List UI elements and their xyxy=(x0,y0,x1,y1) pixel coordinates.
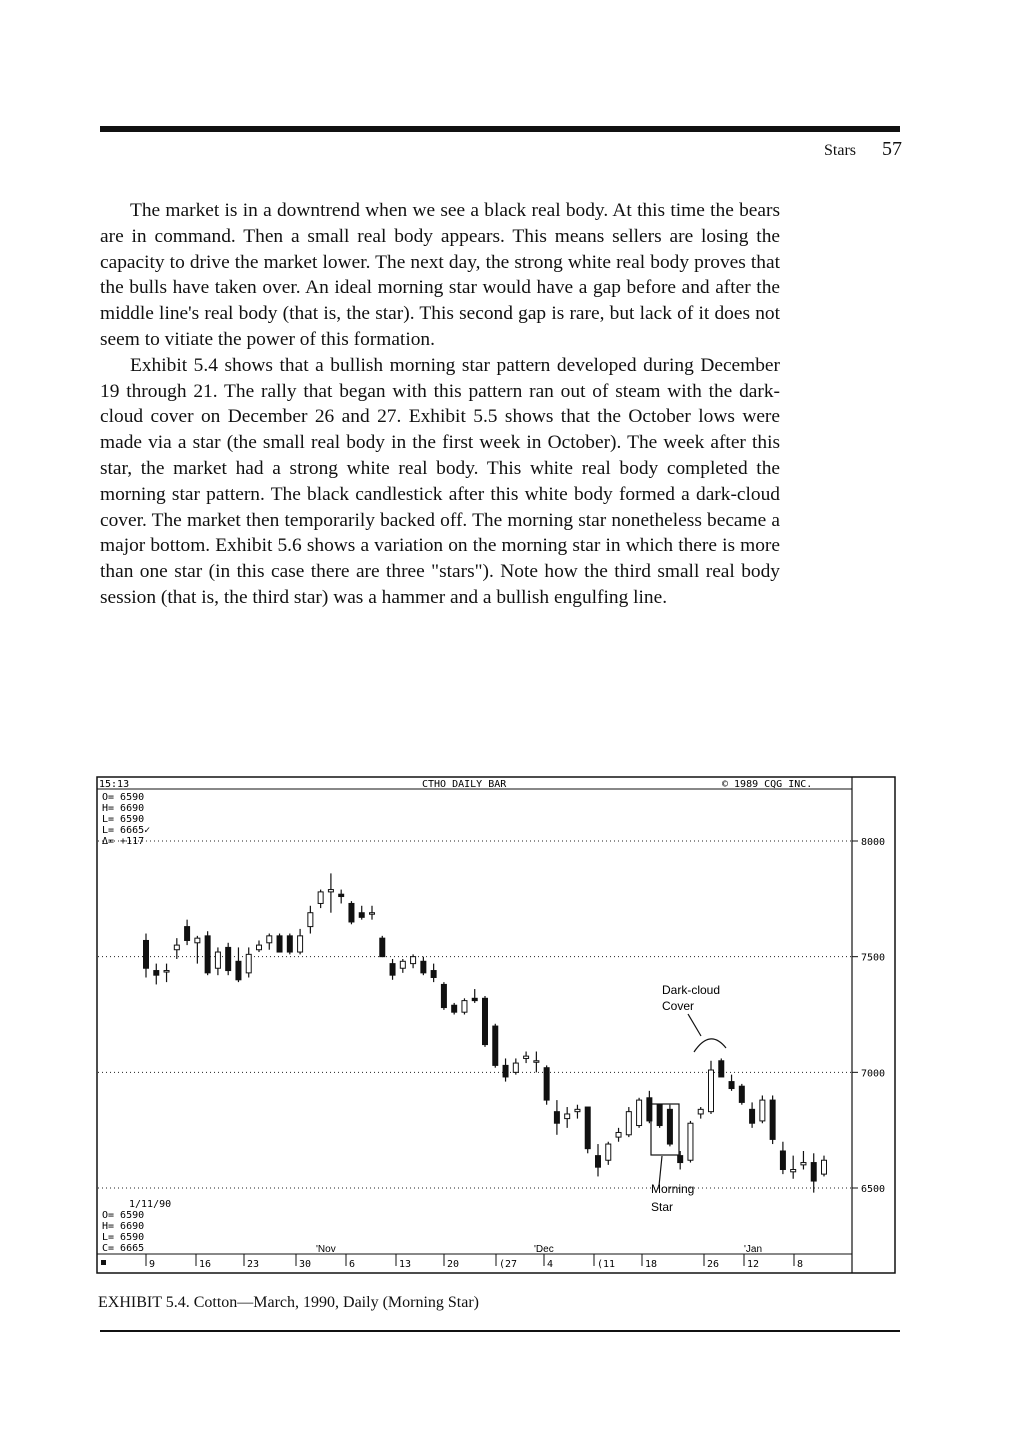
readout-high: H= 6690 xyxy=(102,803,145,814)
readout-change: Δ= +117 xyxy=(102,836,145,847)
candle xyxy=(205,931,210,975)
chart-header-left: 15:13 xyxy=(99,779,130,790)
readout-low: L= 6590 xyxy=(102,814,145,825)
candle-body-black xyxy=(349,903,354,922)
candle-body-white xyxy=(760,1100,765,1121)
x-tick-label: 12 xyxy=(747,1259,760,1270)
candle-body-black xyxy=(596,1156,601,1168)
candle-body-white xyxy=(565,1114,570,1119)
paragraph-1: The market is in a downtrend when we see a black real body. At this time the bears are in command. Then a small real body appears. This means sellers are losing the capacity to drive the market lower. The next day, the strong white real body proves that the bulls have taken over. An ideal morning star would have a gap before and after the middle line's real body (that is, the star). This second gap is rare, but lack of it does not seem to vitiate the power of this formation. xyxy=(100,200,780,350)
candle xyxy=(380,936,385,957)
candle-body-black xyxy=(287,936,292,952)
paragraph-2: Exhibit 5.4 shows that a bullish morning star pattern developed during December 19 through 21. The rally that began with this pattern ran out of steam with the dark-cloud cover on December 26 and 27. Exhibit 5.5 shows that the October lows were made via a star (the small real body in the first week in October). The week after this star, the market had a strong white real body. This white real body completed the morning star pattern. The black candlestick after this white body formed a dark-cloud cover. The market then temporarily backed off. The morning star nonetheless became a major bottom. Exhibit 5.6 shows a variation on the morning star in which there is more than one star (in this case there are three "stars"). Note how the third small real body session (that is, the third star) was a hammer and a bullish engulfing line. xyxy=(100,354,780,608)
month-label-nov: 'Nov xyxy=(316,1244,336,1255)
candle-body-black xyxy=(277,936,282,952)
candle-body-black xyxy=(657,1105,662,1126)
candle-body-white xyxy=(400,961,405,968)
candle xyxy=(637,1098,642,1128)
candle-body-white xyxy=(370,913,375,915)
chart-header-copyright: © 1989 CQG INC. xyxy=(722,779,813,790)
candle-body-white xyxy=(575,1109,580,1111)
candle xyxy=(349,901,354,924)
candle-body-white xyxy=(524,1056,529,1058)
figure-caption: EXHIBIT 5.4. Cotton—March, 1990, Daily (Morning Star) xyxy=(98,1294,479,1311)
candle-body-white xyxy=(709,1070,714,1112)
candle-body-white xyxy=(513,1063,518,1072)
bottom-readout-close: C= 6665 xyxy=(102,1243,145,1254)
candle-body-black xyxy=(472,998,477,1000)
y-tick-label: 6500 xyxy=(861,1184,886,1195)
candle xyxy=(657,1105,662,1128)
top-readout xyxy=(102,792,150,847)
candle xyxy=(626,1107,631,1137)
bottom-readout-open: O= 6590 xyxy=(102,1210,145,1221)
body-text xyxy=(100,198,780,611)
candle-body-white xyxy=(195,938,200,943)
running-head xyxy=(824,138,902,161)
candle-body-black xyxy=(205,936,210,973)
candle xyxy=(688,1121,693,1163)
candle-body-white xyxy=(791,1169,796,1171)
x-tick-label: 20 xyxy=(447,1259,460,1270)
dark-cloud-label-line1: Dark-cloud xyxy=(662,983,721,997)
month-label-jan: 'Jan xyxy=(744,1244,763,1255)
x-tick-label: 13 xyxy=(399,1259,412,1270)
candle-body-black xyxy=(585,1107,590,1149)
chart-border xyxy=(97,777,895,1273)
chart-header-title: CTHO DAILY BAR xyxy=(422,779,507,790)
page-number: 57 xyxy=(882,138,902,160)
morning-star-label-line1: Morning xyxy=(651,1182,695,1196)
bottom-readout-high: H= 6690 xyxy=(102,1221,145,1232)
candle-body-black xyxy=(750,1109,755,1123)
candle-body-white xyxy=(606,1144,611,1160)
candle-body-white xyxy=(534,1061,539,1063)
candle-body-black xyxy=(236,961,241,980)
candle xyxy=(483,996,488,1047)
candle-body-white xyxy=(637,1100,642,1125)
y-tick-label: 8000 xyxy=(861,837,886,848)
x-tick-label: 4 xyxy=(547,1259,554,1270)
candle xyxy=(667,1105,672,1147)
candle xyxy=(544,1065,549,1104)
candle-body-white xyxy=(267,936,272,943)
candle-body-white xyxy=(246,954,251,973)
candle-body-black xyxy=(719,1061,724,1077)
candle-body-black xyxy=(483,998,488,1044)
candlestick-chart xyxy=(96,776,896,1274)
corner-marker xyxy=(101,1260,106,1265)
candle-body-black xyxy=(739,1086,744,1102)
candle-body-white xyxy=(308,913,313,927)
bottom-readout-low: L= 6590 xyxy=(102,1232,145,1243)
candle xyxy=(770,1095,775,1144)
candle-body-white xyxy=(318,892,323,904)
candle xyxy=(462,998,467,1014)
candle xyxy=(277,934,282,953)
candle-body-black xyxy=(185,927,190,941)
candle xyxy=(226,943,231,975)
candle-body-black xyxy=(421,961,426,973)
candle-body-black xyxy=(667,1109,672,1144)
candle-body-white xyxy=(411,957,416,964)
x-tick-label: (27 xyxy=(499,1259,518,1270)
x-tick-label: 8 xyxy=(797,1259,804,1270)
x-tick-label: 6 xyxy=(349,1259,356,1270)
x-tick-label: 30 xyxy=(299,1259,312,1270)
candle xyxy=(585,1107,590,1153)
readout-open: O= 6590 xyxy=(102,792,145,803)
candle-body-black xyxy=(359,913,364,918)
candle-body-white xyxy=(698,1109,703,1114)
candle-body-white xyxy=(801,1163,806,1165)
candle-body-black xyxy=(811,1163,816,1182)
month-label-dec: 'Dec xyxy=(534,1244,554,1255)
morning-star-label-line2: Star xyxy=(651,1200,674,1214)
y-tick-label: 7000 xyxy=(861,1068,886,1080)
x-tick-label: 16 xyxy=(199,1259,212,1270)
candle-body-white xyxy=(616,1132,621,1137)
candle-body-black xyxy=(544,1068,549,1100)
candle-body-black xyxy=(226,947,231,970)
candle xyxy=(739,1084,744,1105)
candle-body-white xyxy=(462,1001,467,1013)
chart-svg xyxy=(96,776,896,1274)
candle-body-black xyxy=(554,1112,559,1124)
section-title: Stars xyxy=(824,142,856,159)
dark-cloud-label-line2: Cover xyxy=(662,999,695,1013)
candle-body-white xyxy=(174,945,179,950)
candle-body-black xyxy=(380,938,385,957)
x-tick-label: 18 xyxy=(645,1259,658,1270)
candle xyxy=(287,934,292,955)
x-tick-label: 23 xyxy=(247,1259,260,1270)
candle-body-white xyxy=(688,1123,693,1160)
candle-body-white xyxy=(626,1112,631,1135)
candle-body-black xyxy=(452,1005,457,1012)
candle-body-white xyxy=(822,1160,827,1174)
candle-body-black xyxy=(154,971,159,976)
top-rule xyxy=(100,126,900,132)
readout-date: 1/11/90 xyxy=(129,1199,172,1210)
candle-body-black xyxy=(780,1151,785,1170)
candle-body-black xyxy=(390,964,395,976)
candle-body-black xyxy=(503,1065,508,1077)
candle-body-white xyxy=(298,936,303,952)
candle-body-black xyxy=(339,894,344,896)
candle-body-black xyxy=(144,940,149,968)
candle xyxy=(441,982,446,1010)
candle-body-black xyxy=(441,984,446,1007)
readout-last: L= 6665✓ xyxy=(102,825,151,836)
candle-body-black xyxy=(770,1100,775,1139)
candle-body-black xyxy=(678,1156,683,1163)
candle xyxy=(493,1024,498,1068)
candle-body-white xyxy=(164,971,169,973)
bottom-rule xyxy=(100,1330,900,1332)
x-tick-label: (11 xyxy=(597,1259,616,1270)
candle-body-black xyxy=(493,1026,498,1065)
y-tick-label: 7500 xyxy=(861,952,886,964)
x-tick-label: 9 xyxy=(149,1259,156,1270)
candle-body-black xyxy=(729,1082,734,1089)
candle-body-white xyxy=(215,952,220,968)
candle xyxy=(760,1095,765,1123)
x-tick-label: 26 xyxy=(707,1259,720,1270)
candle-body-white xyxy=(328,890,333,892)
candle-body-white xyxy=(257,945,262,950)
candle-body-black xyxy=(431,971,436,978)
candle xyxy=(719,1058,724,1077)
